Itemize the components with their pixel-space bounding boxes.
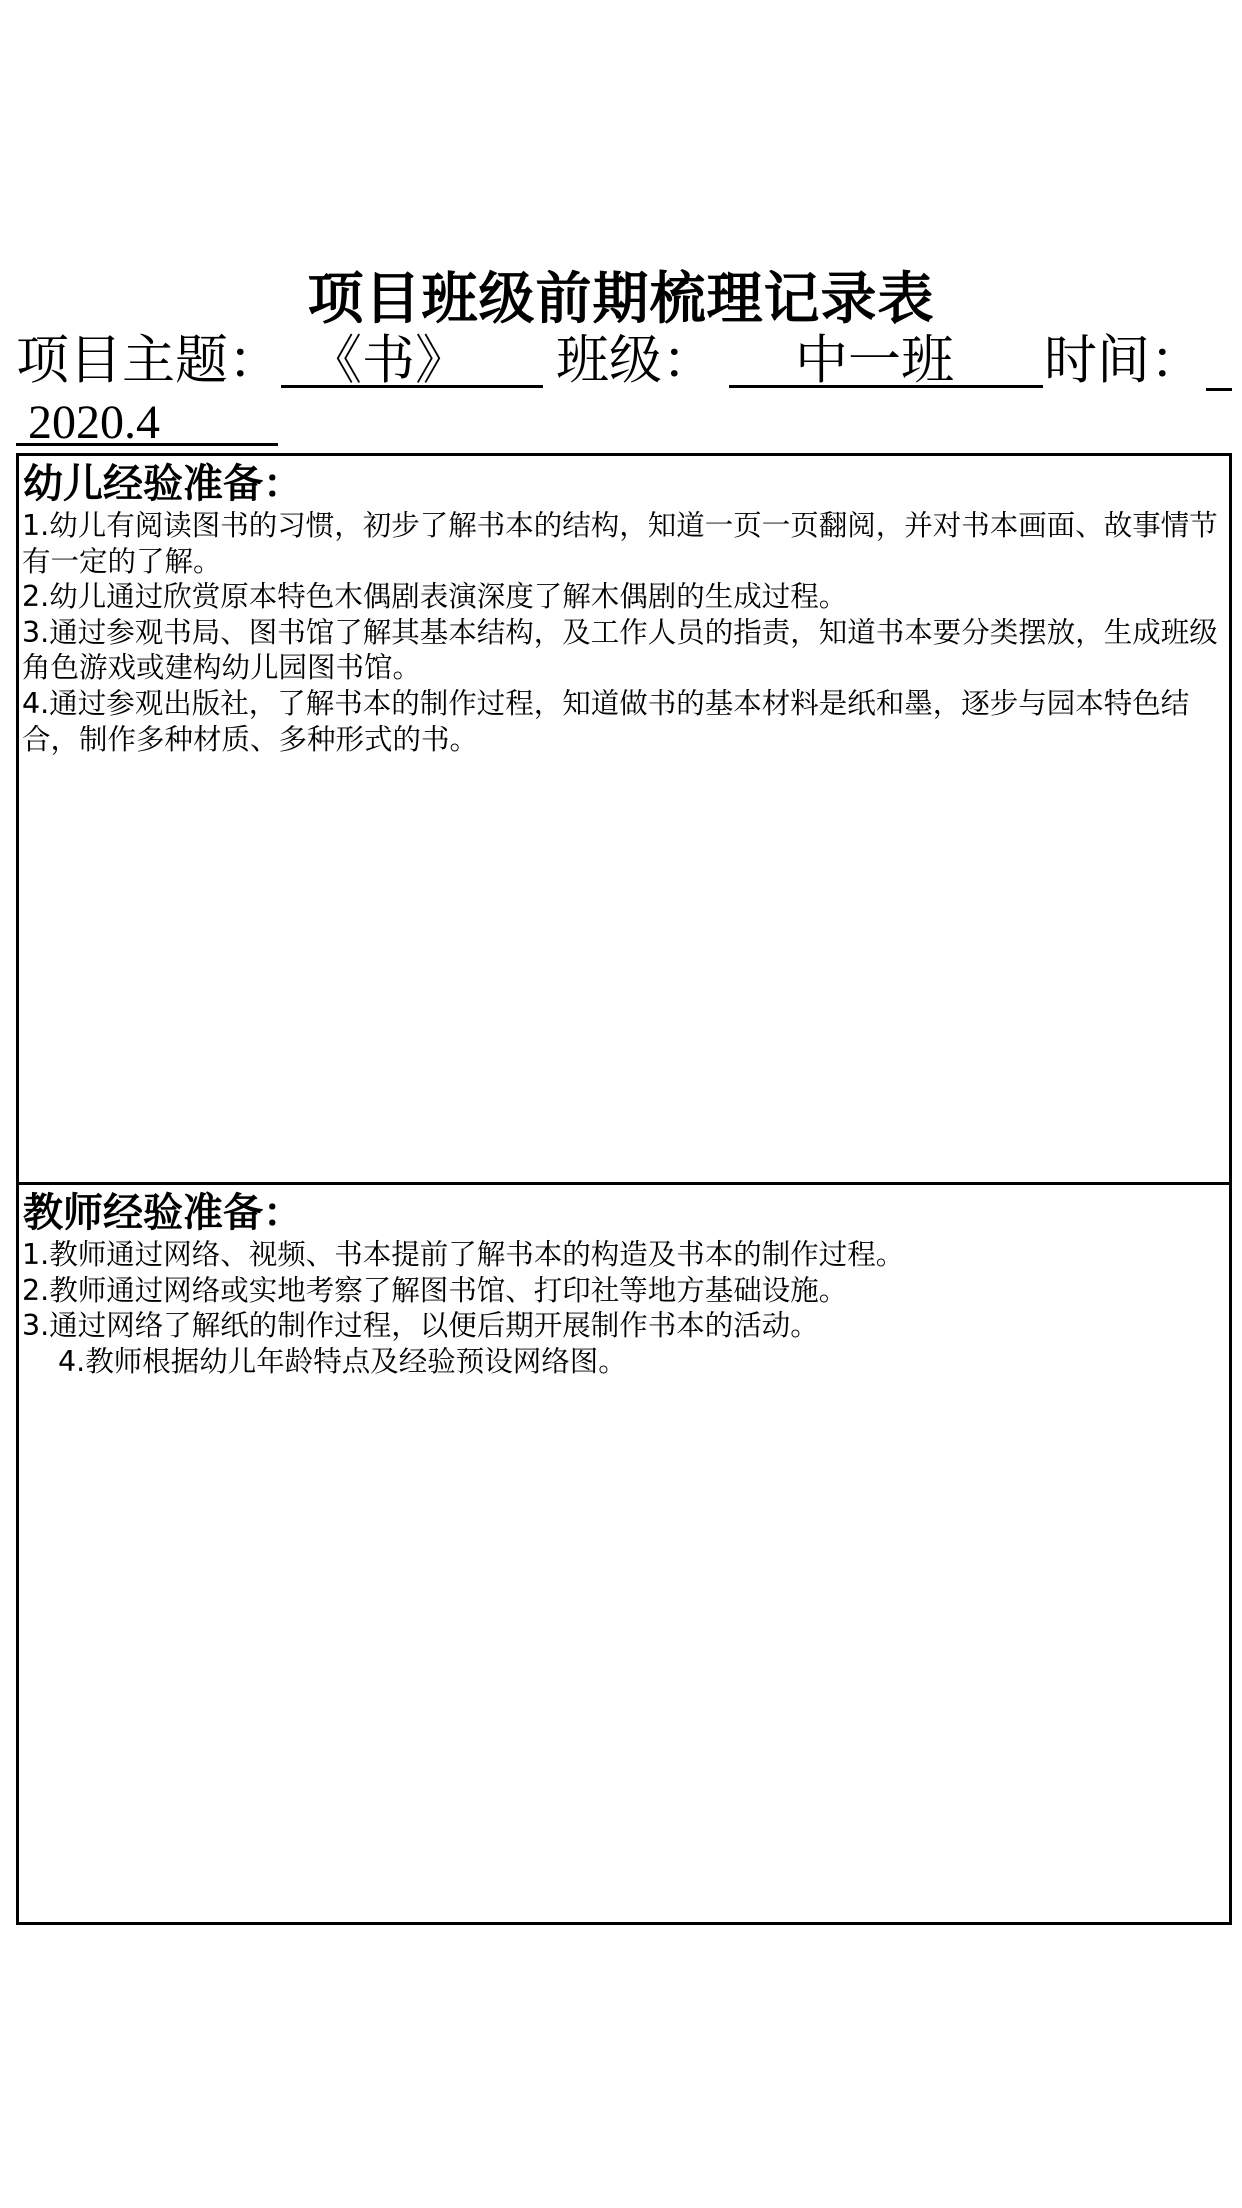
theme-value: 《书》 [281,328,543,388]
teacher-experience-item: 3.通过网络了解纸的制作过程，以便后期开展制作书本的活动。 [22,1309,819,1343]
teacher-experience-heading: 教师经验准备： [23,1190,303,1236]
class-value: 中一班 [729,328,1043,388]
meta-line [16,328,1242,394]
page-title: 项目班级前期梳理记录表 [307,267,935,332]
time-value: 2020.4 [16,398,278,446]
date-line [16,398,278,448]
children-experience-item: 3.通过参观书局、图书馆了解其基本结构，及工作人员的指责，知道书本要分类摆放，生成班级角色游戏或建构幼儿园图书馆。 [22,615,1218,685]
children-experience-item: 2.幼儿通过欣赏原本特色木偶剧表演深度了解木偶剧的生成过程。 [22,580,848,614]
children-experience-item: 1.幼儿有阅读图书的习惯，初步了解书本的结构，知道一页一页翻阅，并对书本画面、故事情节有一定的了解。 [22,509,1218,578]
teacher-experience-item: 2.教师通过网络或实地考察了解图书馆、打印社等地方基础设施。 [22,1273,848,1307]
time-label: 时间： [1044,330,1203,391]
teacher-experience-item: 4.教师根据幼儿年龄特点及经验预设网络图。 [58,1344,627,1378]
theme-label: 项目主题： [16,330,281,391]
teacher-experience-item: 1.教师通过网络、视频、书本提前了解书本的构造及书本的制作过程。 [22,1238,905,1271]
theme-value-wrapper [281,328,543,394]
class-value-wrapper [729,328,1043,394]
class-label: 班级： [556,330,715,391]
time-underline-start [1206,328,1232,407]
teacher-experience-list [22,1237,1228,1379]
children-experience-section [16,453,1232,1185]
teacher-experience-section [16,1182,1232,1925]
children-experience-heading: 幼儿经验准备： [23,461,303,507]
children-experience-item: 4.通过参观出版社，了解书本的制作过程，知道做书的基本材料是纸和墨，逐步与园本特色结合，制作多种材质、多种形式的书。 [22,686,1190,756]
children-experience-list [22,508,1228,757]
